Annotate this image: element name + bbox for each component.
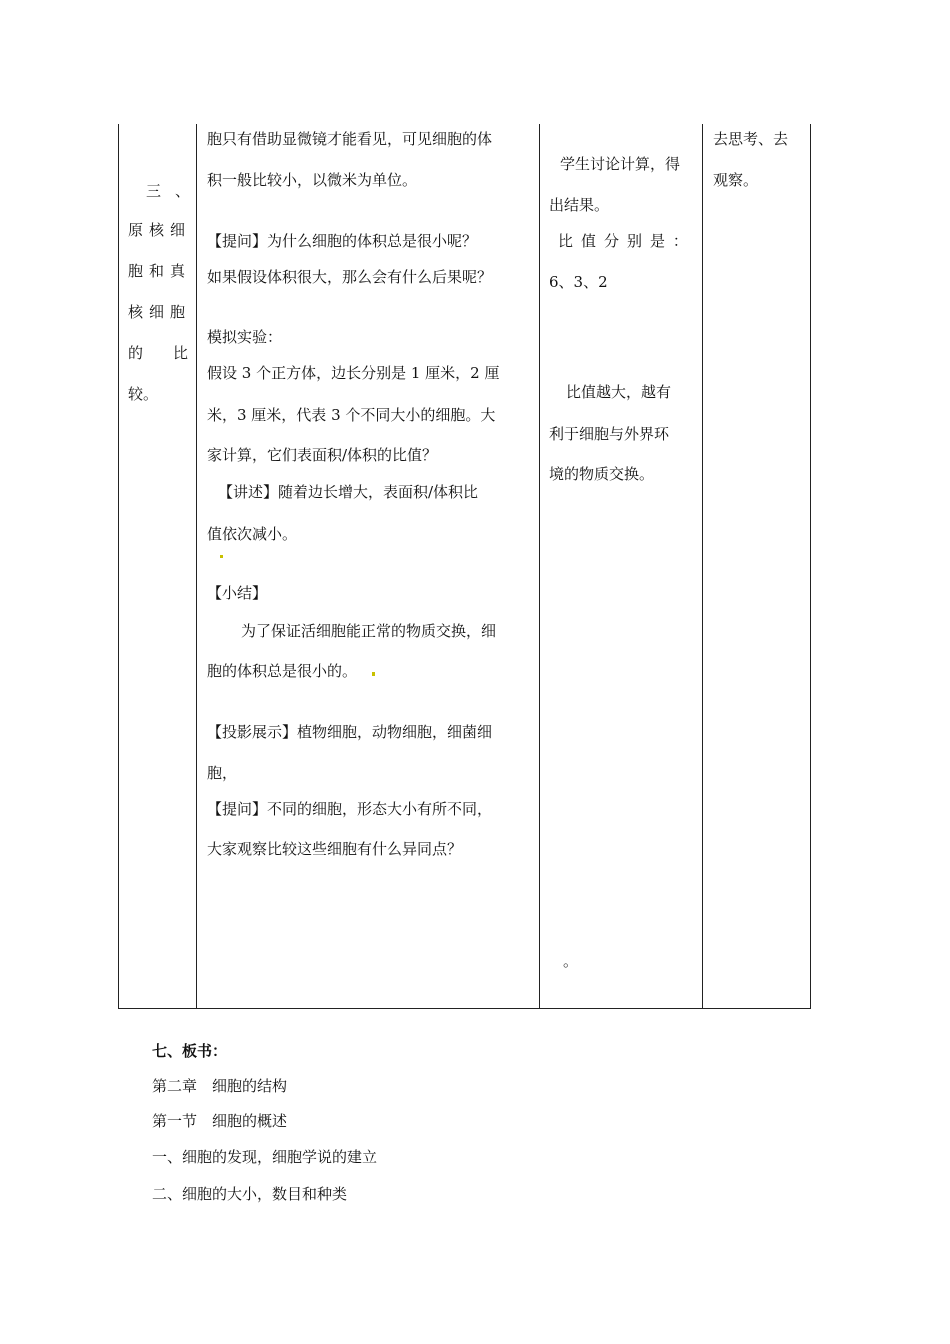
projection-line-2: 胞， xyxy=(207,764,238,782)
section-title-line-4: 核细胞 xyxy=(128,303,192,321)
column-divider-3 xyxy=(702,124,703,1009)
question-2-line-2: 大家观察比较这些细胞有什么异同点？ xyxy=(207,840,463,858)
simulation-title: 模拟实验： xyxy=(207,328,283,346)
projection-line-1: 【投影展示】植物细胞，动物细胞，细菌细 xyxy=(207,723,493,741)
student-answer-b-line-1: 比 值 分 别 是 ： xyxy=(558,232,688,250)
intro-line-2: 积一般比较小，以微米为单位。 xyxy=(207,171,418,189)
simulation-line-3: 家计算，它们表面积/体积的比值？ xyxy=(207,446,438,464)
column-divider-2 xyxy=(539,124,540,1009)
intro-line-1: 胞只有借助显微镜才能看见，可见细胞的体 xyxy=(207,130,493,148)
column-divider-1 xyxy=(196,124,197,1009)
intent-line-2: 观察。 xyxy=(713,171,759,189)
section-title-line-1: 三 、 xyxy=(146,182,190,200)
section-title-line-6: 较。 xyxy=(128,385,159,403)
board-line: 一、细胞的发现，细胞学说的建立 xyxy=(152,1148,378,1166)
board-line: 二、细胞的大小，数目和种类 xyxy=(152,1185,348,1203)
lecture-line-2: 值依次减小。 xyxy=(207,525,298,543)
student-column-period: 。 xyxy=(563,952,579,970)
student-answer-a-line-1: 学生讨论计算，得 xyxy=(560,155,681,173)
section-title-line-3: 胞和真 xyxy=(128,262,192,280)
question-2-line-1: 【提问】不同的细胞，形态大小有所不同， xyxy=(207,800,493,818)
board-line: 第二章 细胞的结构 xyxy=(152,1077,288,1095)
student-answer-b-line-2: 6、3、2 xyxy=(549,273,608,291)
simulation-line-1: 假设 3 个正方体，边长分别是 1 厘米，2 厘 xyxy=(207,364,500,382)
student-answer-a-line-2: 出结果。 xyxy=(549,196,610,214)
table-bottom-border xyxy=(118,1008,811,1009)
section-title-line-5: 的 比 xyxy=(128,344,188,362)
simulation-line-2: 米，3 厘米，代表 3 个不同大小的细胞。大 xyxy=(207,406,496,424)
highlight-mark xyxy=(372,672,375,676)
table-right-border xyxy=(810,124,811,1009)
student-answer-c-line-2: 利于细胞与外界环 xyxy=(549,425,670,443)
section-title-line-2: 原核细 xyxy=(128,221,192,239)
summary-line-2: 胞的体积总是很小的。 xyxy=(207,662,358,680)
highlight-mark xyxy=(220,555,223,558)
board-heading: 七、板书： xyxy=(152,1042,228,1060)
question-1-line-2: 如果假设体积很大，那么会有什么后果呢？ xyxy=(207,268,493,286)
summary-title: 【小结】 xyxy=(207,584,268,602)
student-answer-c-line-1: 比值越大，越有 xyxy=(566,383,672,401)
student-answer-c-line-3: 境的物质交换。 xyxy=(549,465,655,483)
summary-line-1: 为了保证活细胞能正常的物质交换，细 xyxy=(241,622,497,640)
board-line: 第一节 细胞的概述 xyxy=(152,1112,288,1130)
lecture-line-1: 【讲述】随着边长增大，表面积/体积比 xyxy=(218,483,479,501)
question-1-line-1: 【提问】为什么细胞的体积总是很小呢？ xyxy=(207,232,478,250)
intent-line-1: 去思考、去 xyxy=(713,130,789,148)
table-left-border xyxy=(118,124,119,1009)
